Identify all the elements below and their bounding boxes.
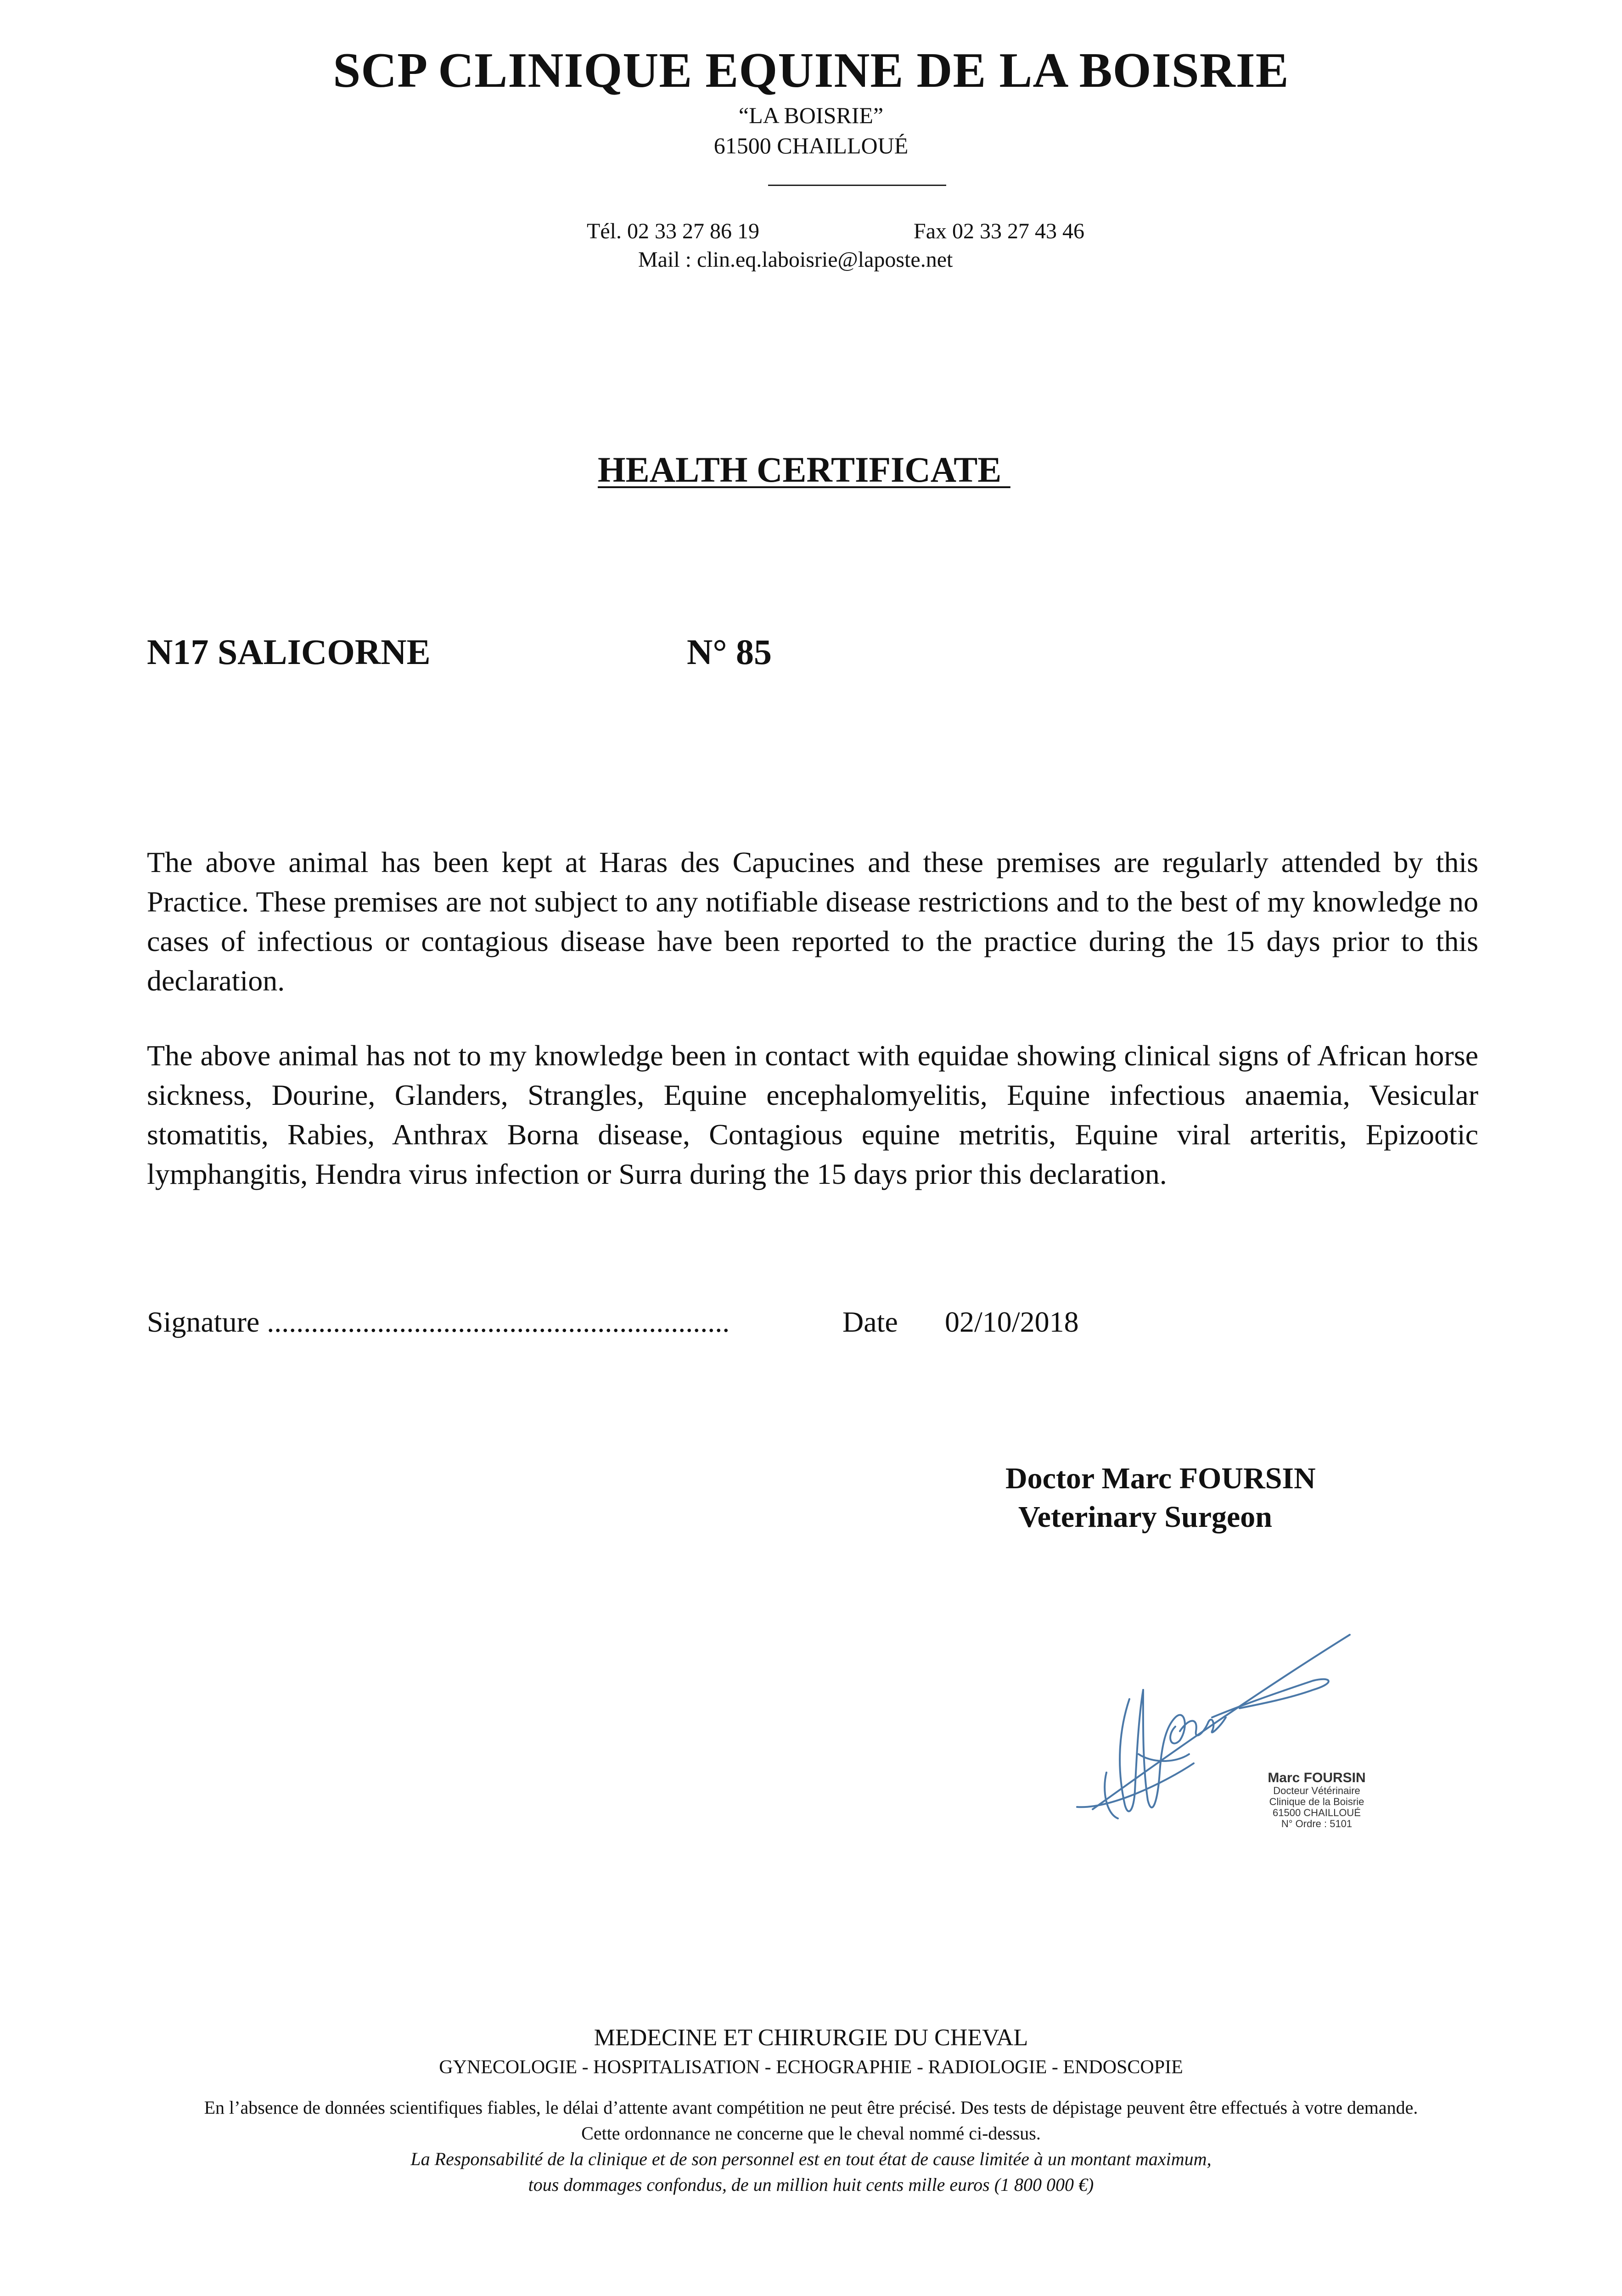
- stamp-name: Marc FOURSIN: [1268, 1770, 1366, 1785]
- stamp-line-1: Docteur Vétérinaire: [1273, 1785, 1360, 1796]
- doctor-name: Doctor Marc FOURSIN: [1005, 1462, 1316, 1495]
- certificate-number: N° 85: [687, 632, 772, 672]
- stamp-line-4: N° Ordre : 5101: [1281, 1818, 1353, 1829]
- fax: Fax 02 33 27 43 46: [914, 219, 1084, 243]
- email: Mail : clin.eq.laboisrie@laposte.net: [638, 248, 953, 272]
- veterinary-stamp: [1248, 1771, 1386, 1829]
- horse-name: N17 SALICORNE: [147, 632, 431, 672]
- footer-specialty: MEDECINE ET CHIRURGIE DU CHEVAL: [594, 2025, 1028, 2051]
- telephone: Tél. 02 33 27 86 19: [587, 219, 759, 243]
- footer-prescription-note: Cette ordonnance ne concerne que le cheval nommé ci-dessus.: [581, 2123, 1041, 2144]
- date-label: Date: [842, 1306, 898, 1338]
- footer-services: GYNECOLOGIE - HOSPITALISATION - ECHOGRAPHIE - RADIOLOGIE - ENDOSCOPIE: [439, 2057, 1183, 2078]
- declaration-paragraph-2: The above animal has not to my knowledge been in contact with equidae showing clinical signs of African horse sickness, Dourine, Glanders, Strangles, Equine encephalomyelitis, Equine infectious anaemia, Vesicular stomatitis, Rabies, Anthrax Borna disease, Contagious equine metritis, Equine viral arteritis, Epizootic lymphangitis, Hendra virus infection or Surra during the 15 days prior this declaration.: [147, 1039, 1478, 1190]
- footer-liability-1: La Responsabilité de la clinique et de son personnel est en tout état de cause limitée à un montant maximum,: [410, 2149, 1212, 2169]
- stamp-line-2: Clinique de la Boisrie: [1269, 1796, 1364, 1807]
- clinic-name: SCP CLINIQUE EQUINE DE LA BOISRIE: [333, 43, 1289, 98]
- footer-disclaimer: En l’absence de données scientifiques fiables, le délai d’attente avant compétition ne peut être précisé. Des tests de dépistage peuvent être effectués à votre demande.: [204, 2097, 1418, 2118]
- address-line-1: “LA BOISRIE”: [738, 102, 884, 128]
- stamp-line-3: 61500 CHAILLOUÉ: [1273, 1807, 1361, 1818]
- doctor-role: Veterinary Surgeon: [1018, 1500, 1273, 1534]
- address-line-2: 61500 CHAILLOUÉ: [713, 133, 909, 158]
- signature-line: Signature ...............................................................: [147, 1306, 730, 1338]
- header-divider: [768, 185, 946, 186]
- certificate-title: HEALTH CERTIFICATE: [598, 450, 1010, 490]
- date-value: 02/10/2018: [945, 1306, 1079, 1338]
- footer-liability-2: tous dommages confondus, de un million huit cents mille euros (1 800 000 €): [528, 2174, 1094, 2195]
- declaration-paragraph-1: The above animal has been kept at Haras des Capucines and these premises are regularly attended by this Practice. These premises are not subject to any notifiable disease restrictions and to the best of my knowledge no cases of infectious or contagious disease have been reported to the practice during the 15 days prior to this declaration.: [147, 846, 1478, 997]
